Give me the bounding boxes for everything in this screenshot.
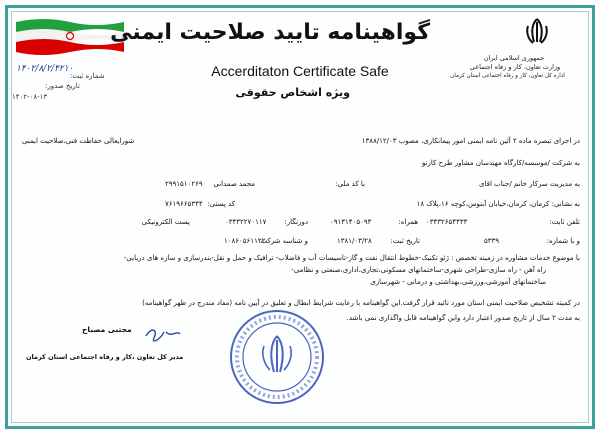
- issue-date-label: تاریخ صدور:: [45, 82, 80, 90]
- postal-code-value: ۷۶۱۹۶۶۵۳۴۴: [165, 200, 203, 208]
- fax-value: ۰۳۴۳۲۲۷۰۱۱۷: [225, 218, 267, 226]
- signatory-name: مجتبی مصباح: [82, 325, 132, 334]
- handwritten-number: ۱۴۰۲/۸/۲/۴۲۱۰: [16, 64, 74, 74]
- phone-value: ۰۳۴۳۲۶۵۴۴۳۳: [426, 218, 468, 226]
- official-seal-stamp: [226, 306, 328, 408]
- closing-text-2: به مدت ۲ سال از تاریخ صدور اعتبار دارد واین گواهینامه قابل واگذاری نمی باشد.: [346, 314, 580, 322]
- iran-emblem-icon: [522, 16, 552, 46]
- registration-number-value: ۵۳۳۹: [484, 237, 500, 245]
- national-id-label: با کد ملی:: [335, 180, 365, 188]
- registration-date-label: تاریخ ثبت:: [390, 237, 420, 245]
- address-text: به نشانی: کرمان، کرمان،خیابان آبنوس،کوچه ۱۶،پلاک ۱۸: [416, 200, 580, 208]
- certificate-subtitle: ویژه اشخاص حقوقی: [235, 86, 350, 99]
- certificate-title-english: Accerditaton Certificate Safe: [211, 63, 389, 79]
- number-label: شماره ثبت:: [70, 72, 105, 80]
- mobile-value: ۰۹۱۳۱۴۰۵۰۹۳: [330, 218, 372, 226]
- national-id-value: ۲۹۹۱۵۱۰۲۶۹: [165, 180, 203, 188]
- company-id-label: و شناسه شرکت:: [258, 237, 308, 245]
- postal-code-label: کد پستی:: [207, 200, 235, 208]
- registration-number-label: و با شماره:: [546, 237, 580, 245]
- company-id-value: ۱۰۸۶۰۵۶۱۱۲۲: [224, 237, 266, 245]
- scope-line-2: راه آهن - راه سازی-طراحی شهری-ساختمانهای مسکونی،تجاری،اداری،صنعتی و نظامی-: [291, 266, 546, 274]
- issue-date-value: ۱۴۰۲-۰۸-۱۳: [12, 93, 48, 101]
- manager-label: به مدیریت سرکار خانم /جناب اقای: [479, 180, 580, 188]
- company-name: به شرکت /موسسه/کارگاه مهندسان مشاور طرح کارنو: [421, 159, 580, 167]
- mobile-label: همراه:: [398, 218, 418, 226]
- email-label: پست الکترونیکی: [141, 218, 190, 226]
- ministry-line-1: جمهوری اسلامی ایران: [483, 54, 545, 62]
- ministry-line-2: وزارت تعاون، کار و رفاه اجتماعی: [469, 63, 561, 71]
- signatory-title: مدیر کل تعاون ،کار و رفاه اجتماعی استان کرمان: [26, 353, 184, 361]
- phone-label: تلفن ثابت:: [549, 218, 580, 226]
- scope-line-3: ساختمانهای آموزشی،ورزشی،بهداشتی و درمانی - شهرسازی: [370, 278, 546, 286]
- registration-date-value: ۱۳۸۱/۰۳/۲۸: [337, 237, 372, 245]
- intro-text: در اجرای تبصره ماده ۲ آئین نامه ایمنی امور پیمانکاری، مصوب ۱۳۸۸/۱۲/۰۳: [361, 137, 580, 145]
- manager-name: محمد صمدانی: [213, 180, 255, 188]
- certificate-title: گواهینامه تایید صلاحیت ایمنی: [110, 20, 430, 45]
- handwritten-signature: [26, 318, 226, 358]
- closing-text-1: در کمیته تشخیص صلاحیت ایمنی استان مورد تائید قرار گرفت.این گواهینامه با رعایت شرایط ابطال و تعلیق در آیین نامه (مفاد مندرج در ظهر گواهینامه): [142, 299, 580, 307]
- intro-council-text: شورایعالی حفاظت فنی،صلاحیت ایمنی: [22, 137, 135, 145]
- scope-line-1: با موضوع خدمات مشاوره در زمینه تخصص : ژئو تکنیک-خطوط انتقال نفت و گاز-تاسیسات آب و فاضلاب- ترافیک و حمل و نقل-بندرسازی و سازه های دریایی-: [123, 254, 580, 262]
- fax-label: دورنگار:: [284, 218, 308, 226]
- ministry-line-3: اداره کل تعاون، کار و رفاه اجتماعی استان کرمان: [450, 73, 565, 79]
